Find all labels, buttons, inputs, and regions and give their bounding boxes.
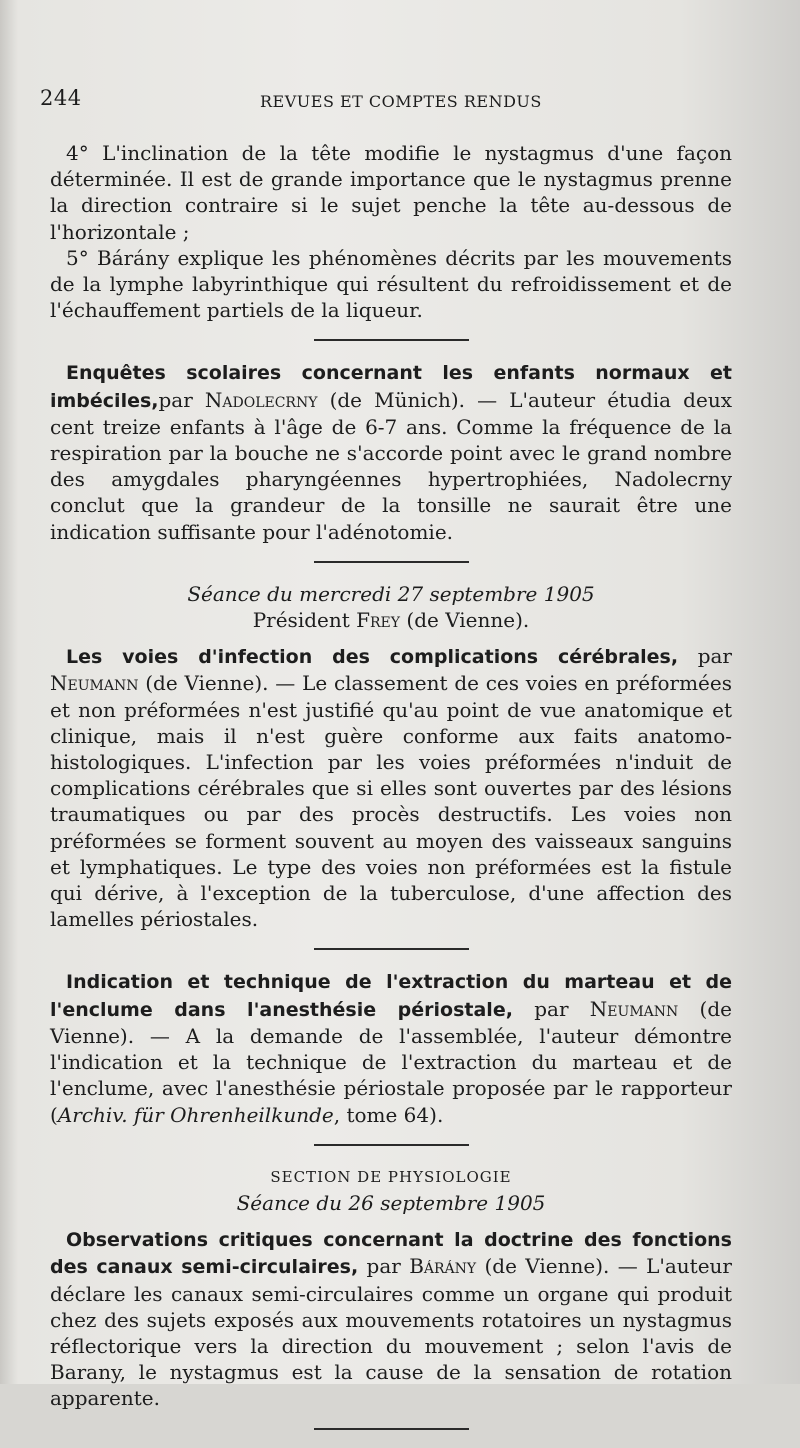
article-text-end: , tome 64). [333,1102,444,1127]
article-author: Bárány [409,1254,477,1279]
article-author: Neumann [589,996,679,1021]
article-text: (de Vienne). — A la demande de l'assemblée, l'auteur démontre l'indication et la technique de l'extraction du marteau et de l'enclume, avec l'anesthésie périostale proposée par le rapporteur ( [50,996,732,1127]
section-divider [314,339,469,341]
page-number: 244 [40,86,82,110]
article-voies-infection [50,643,732,932]
article-text: (de Münich). — L'auteur étudia deux cent treize enfants à l'âge de 6-7 ans. Comme la fréquence de la respiration par la bouche ne s'accorde point avec le grand nombre des amygdales pharyngéennes hypertrophiées, Nadolecrny conclut que la grandeur de la tonsille ne saurait être une indication suffisante pour l'adénotomie. [50,387,732,544]
article-text: (de Vienne). — L'auteur déclare les canaux semi-circulaires comme un organe qui produit chez des sujets exposés aux mouvements rotatoires un nystagmus réflectorique vers la direction du mouvement ; selon l'avis de Barany, le nystagmus est la cause de la sensation de rotation apparente. [50,1254,732,1411]
article-by: par [358,1254,410,1279]
article-title: Enquêtes scolaires concernant les enfants normaux et imbéciles, [50,362,732,412]
section-divider [314,1144,469,1146]
article-author: Nadolecrny [204,387,318,412]
article-by: par [678,644,732,669]
president-name: Frey [356,608,401,633]
article-text: (de Vienne). — Le classement de ces voies en préformées et non préformées n'est justifié qu'au point de vue anatomique et clinique, mais il n'est guère conforme aux faits anatomo-histologiques. L'infection par les voies préformées n'induit de complications cérébrales que si elles sont ouvertes par des lésions traumatiques ou par des procès destructifs. Les voies non préformées se forment souvent au moyen des vaisseaux sanguins et lymphatiques. Le type des voies non préformées est la fistule qui dérive, à l'exception de la tuberculose, d'une affection des lamelles périostales. [50,671,732,932]
session-president [50,607,732,633]
running-title: REVUES ET COMPTES RENDUS [260,92,542,111]
paragraph-point-4: 4° L'inclination de la tête modifie le nystagmus d'une façon déterminée. Il est de grande importance que le nystagmus prenne la direction contraire si le sujet penche la tête au-dessous de l'horizontale ; [50,141,732,244]
article-extraction-marteau [50,968,732,1127]
session-date: Séance du mercredi 27 septembre 1905 [187,581,595,606]
president-suffix: (de Vienne). [400,608,530,633]
section-heading: SECTION DE PHYSIOLOGIE [270,1167,512,1186]
president-prefix: Président [252,608,357,633]
article-author: Neumann [50,671,139,696]
article-enquetes-scolaires [50,359,732,544]
session-date: Séance du 26 septembre 1905 [236,1190,546,1215]
article-by: par [512,996,590,1021]
article-title: Les voies d'infection des complications cérébrales, [66,646,679,669]
article-title: Indication et technique de l'extraction du marteau et de l'enclume dans l'anesthésie périostale, [50,971,732,1021]
journal-title: Archiv. für Ohrenheilkunde [57,1102,334,1127]
article-title: Observations critiques concernant la doctrine des fonctions des canaux semi-circulaires, [50,1229,732,1279]
section-divider [314,1428,469,1430]
spacer [50,633,732,643]
section-divider [314,948,469,950]
spacer [50,1216,732,1226]
section-divider [314,561,469,563]
page-body [50,140,732,1448]
paragraph-point-5: 5° Bárány explique les phénomènes décrits par les mouvements de la lymphe labyrinthique qui résultent du refroidissement et de l'échauffement partiels de la liqueur. [50,245,732,323]
article-by: par [158,387,205,412]
